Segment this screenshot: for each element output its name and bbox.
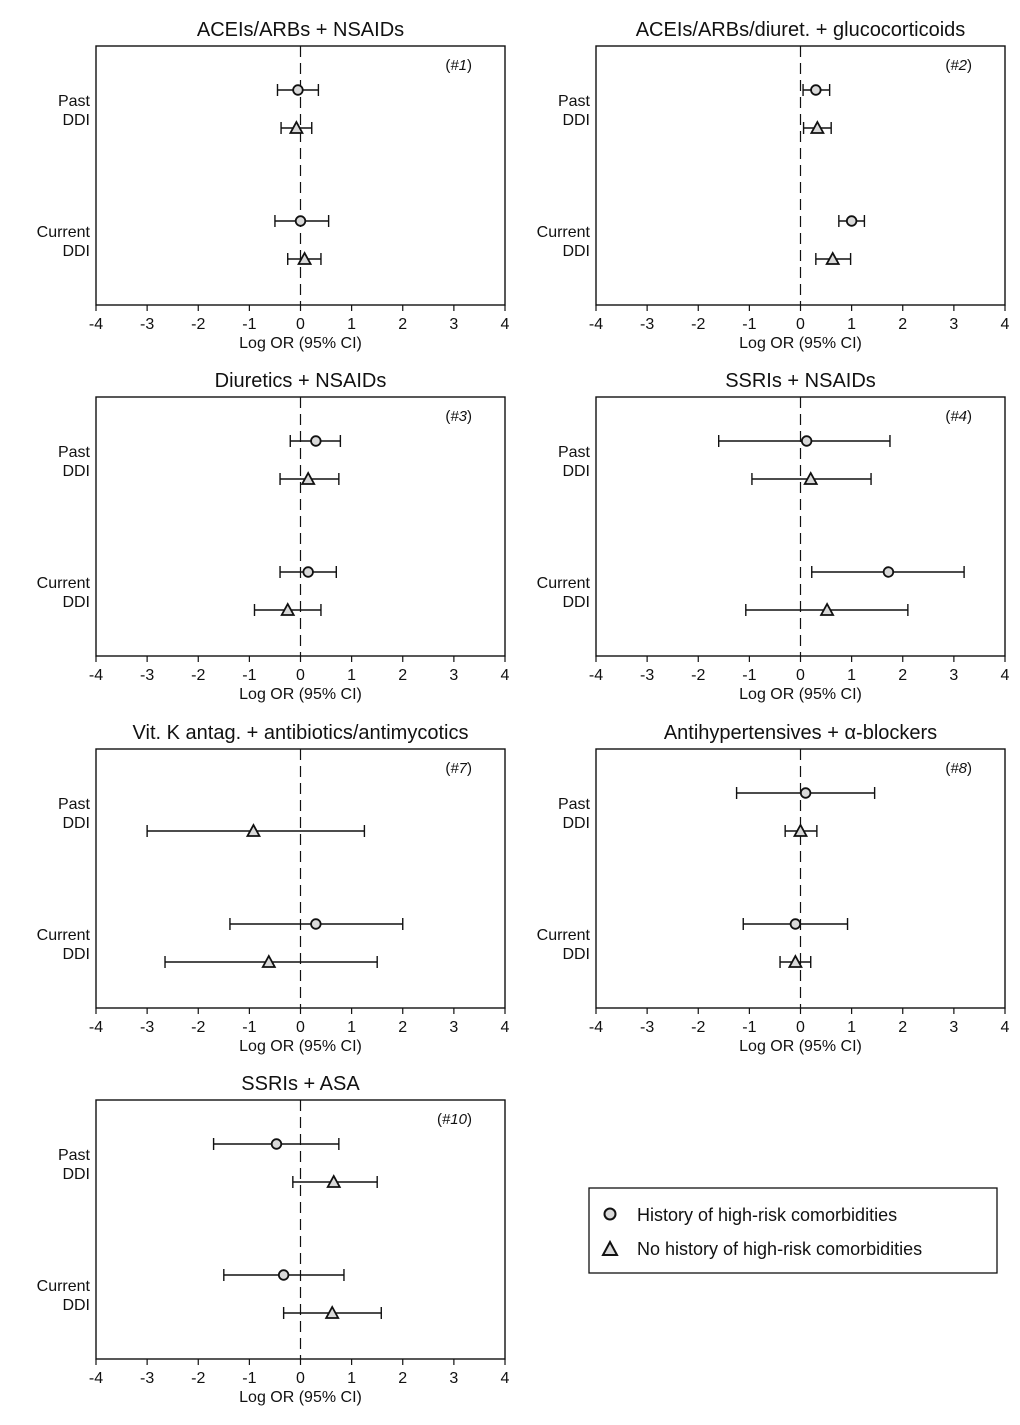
- x-tick-label: 0: [296, 1370, 305, 1387]
- panel-title: SSRIs + NSAIDs: [725, 370, 876, 392]
- point-circle: [303, 567, 313, 577]
- x-tick-label: 3: [949, 1019, 959, 1036]
- x-tick-label: 0: [296, 1019, 305, 1036]
- group-label-ddi: DDI: [62, 594, 90, 611]
- x-tick-label: 3: [449, 1370, 459, 1387]
- x-tick-label: 2: [898, 667, 908, 684]
- panel-label-text: #3: [450, 408, 467, 425]
- x-tick-label: -1: [242, 1019, 257, 1036]
- x-tick-label: 1: [847, 316, 857, 333]
- point-circle: [802, 436, 812, 446]
- group-label-ddi: DDI: [62, 815, 90, 832]
- x-tick-label: 2: [398, 316, 408, 333]
- x-tick-label: 4: [500, 1370, 510, 1387]
- x-tick-label: 3: [949, 316, 959, 333]
- panel-2: [537, 19, 1010, 352]
- panel-label-text: #4: [950, 408, 967, 425]
- x-axis-label: Log OR (95% CI): [239, 1389, 362, 1406]
- panel-label-text: #1: [450, 57, 467, 74]
- x-tick-label: 4: [1000, 667, 1010, 684]
- x-axis-label: Log OR (95% CI): [239, 686, 362, 703]
- panel-label-close: ): [467, 1111, 472, 1128]
- x-tick-label: -3: [140, 1370, 155, 1387]
- x-tick-label: 1: [347, 667, 357, 684]
- x-tick-label: 0: [796, 1019, 805, 1036]
- x-tick-label: 4: [500, 316, 510, 333]
- x-tick-label: 3: [449, 667, 459, 684]
- group-label-current: Current: [36, 575, 90, 592]
- legend-label-history: History of high-risk comorbidities: [637, 1205, 898, 1225]
- group-label-ddi: DDI: [562, 815, 590, 832]
- x-tick-label: -2: [691, 316, 706, 333]
- x-tick-label: -1: [742, 667, 757, 684]
- group-label-ddi: DDI: [562, 243, 590, 260]
- point-circle: [811, 85, 821, 95]
- group-label-ddi: DDI: [62, 1166, 90, 1183]
- x-tick-label: -4: [88, 1370, 104, 1387]
- panel-label-text: #8: [950, 760, 967, 777]
- x-tick-label: -1: [742, 316, 757, 333]
- x-tick-label: -4: [588, 1019, 604, 1036]
- legend-marker-circle: [605, 1209, 616, 1220]
- x-axis-label: Log OR (95% CI): [239, 1038, 362, 1055]
- x-axis-label: Log OR (95% CI): [239, 335, 362, 352]
- panel-label-close: ): [467, 408, 472, 425]
- x-axis-label: Log OR (95% CI): [739, 335, 862, 352]
- panel-title: Vit. K antag. + antibiotics/antimycotics: [132, 722, 469, 744]
- x-tick-label: -2: [191, 1019, 206, 1036]
- group-label-ddi: DDI: [562, 463, 590, 480]
- panel-label-open: (: [445, 760, 451, 777]
- x-tick-label: -4: [588, 316, 604, 333]
- x-tick-label: -3: [140, 316, 155, 333]
- point-circle: [311, 436, 321, 446]
- x-tick-label: 2: [898, 316, 908, 333]
- group-label-current: Current: [536, 224, 590, 241]
- point-circle: [847, 216, 857, 226]
- x-tick-label: -4: [88, 1019, 104, 1036]
- x-tick-label: 3: [449, 316, 459, 333]
- panel-label-open: (: [945, 408, 951, 425]
- x-axis-label: Log OR (95% CI): [739, 686, 862, 703]
- x-tick-label: -2: [191, 1370, 206, 1387]
- group-label-ddi: DDI: [562, 946, 590, 963]
- point-circle: [311, 919, 321, 929]
- x-tick-label: 1: [347, 316, 357, 333]
- x-tick-label: 1: [847, 667, 857, 684]
- x-tick-label: -2: [191, 667, 206, 684]
- x-tick-label: -2: [691, 667, 706, 684]
- point-circle: [272, 1139, 282, 1149]
- x-tick-label: -1: [742, 1019, 757, 1036]
- group-label-past: Past: [557, 93, 590, 110]
- x-tick-label: -4: [88, 667, 104, 684]
- legend: [589, 1188, 997, 1273]
- panel-title: ACEIs/ARBs/diuret. + glucocorticoids: [635, 19, 966, 41]
- point-circle: [296, 216, 306, 226]
- group-label-ddi: DDI: [62, 112, 90, 129]
- x-tick-label: 0: [296, 316, 305, 333]
- panel-label-open: (: [945, 57, 951, 74]
- x-tick-label: 1: [847, 1019, 857, 1036]
- x-tick-label: -3: [140, 667, 155, 684]
- panel-label-text: #2: [950, 57, 967, 74]
- panel-label-text: #7: [450, 760, 467, 777]
- x-tick-label: -3: [640, 667, 655, 684]
- panel-label: [945, 57, 972, 74]
- group-label-current: Current: [36, 927, 90, 944]
- x-tick-label: 3: [949, 667, 959, 684]
- x-tick-label: 2: [398, 1370, 408, 1387]
- x-tick-label: -1: [242, 1370, 257, 1387]
- panel-label-close: ): [467, 57, 472, 74]
- group-label-ddi: DDI: [562, 112, 590, 129]
- panel-6: [537, 722, 1010, 1055]
- panel-7: [37, 1073, 510, 1406]
- x-tick-label: -2: [191, 316, 206, 333]
- panel-label: [445, 57, 472, 74]
- x-tick-label: 0: [296, 667, 305, 684]
- panel-label-open: (: [445, 408, 451, 425]
- group-label-ddi: DDI: [62, 243, 90, 260]
- x-tick-label: -3: [640, 1019, 655, 1036]
- panel-label-close: ): [967, 760, 972, 777]
- x-tick-label: 1: [347, 1370, 357, 1387]
- panel-label: [945, 760, 972, 777]
- point-circle: [293, 85, 303, 95]
- x-tick-label: 4: [500, 1019, 510, 1036]
- group-label-current: Current: [36, 1278, 90, 1295]
- panel-5: [37, 722, 510, 1055]
- x-tick-label: -1: [242, 316, 257, 333]
- x-tick-label: -3: [140, 1019, 155, 1036]
- x-tick-label: 4: [1000, 1019, 1010, 1036]
- group-label-current: Current: [36, 224, 90, 241]
- panel-1: [37, 19, 510, 352]
- panel-label: [445, 760, 472, 777]
- panel-3: [37, 370, 510, 703]
- panel-label-close: ): [967, 57, 972, 74]
- panel-title: Diuretics + NSAIDs: [214, 370, 387, 392]
- x-tick-label: -4: [88, 316, 104, 333]
- panel-title: ACEIs/ARBs + NSAIDs: [196, 19, 405, 41]
- x-tick-label: 2: [398, 667, 408, 684]
- point-circle: [801, 788, 811, 798]
- group-label-current: Current: [536, 927, 590, 944]
- panel-label: [945, 408, 972, 425]
- panel-label-open: (: [445, 57, 451, 74]
- point-circle: [279, 1270, 289, 1280]
- legend-box: [589, 1188, 997, 1273]
- group-label-ddi: DDI: [62, 946, 90, 963]
- x-tick-label: 4: [1000, 316, 1010, 333]
- x-tick-label: -1: [242, 667, 257, 684]
- panel-label-open: (: [436, 1111, 442, 1128]
- x-tick-label: -2: [691, 1019, 706, 1036]
- legend-label-no-history: No history of high-risk comorbidities: [637, 1239, 923, 1259]
- x-tick-label: -4: [588, 667, 604, 684]
- x-tick-label: 2: [398, 1019, 408, 1036]
- group-label-past: Past: [57, 444, 90, 461]
- group-label-current: Current: [536, 575, 590, 592]
- panel-label-close: ): [467, 760, 472, 777]
- x-tick-label: 0: [796, 667, 805, 684]
- x-axis-label: Log OR (95% CI): [739, 1038, 862, 1055]
- group-label-past: Past: [557, 796, 590, 813]
- group-label-past: Past: [57, 93, 90, 110]
- group-label-ddi: DDI: [562, 594, 590, 611]
- x-tick-label: 3: [449, 1019, 459, 1036]
- panel-label: [445, 408, 472, 425]
- panel-4: [537, 370, 1010, 703]
- group-label-past: Past: [57, 796, 90, 813]
- panel-label-close: ): [967, 408, 972, 425]
- panel-label-open: (: [945, 760, 951, 777]
- group-label-ddi: DDI: [62, 1297, 90, 1314]
- group-label-past: Past: [57, 1147, 90, 1164]
- panel-label: [437, 1111, 472, 1128]
- panel-title: SSRIs + ASA: [241, 1073, 360, 1095]
- x-tick-label: 2: [898, 1019, 908, 1036]
- point-circle: [791, 919, 801, 929]
- point-circle: [884, 567, 894, 577]
- x-tick-label: -3: [640, 316, 655, 333]
- panel-title: Antihypertensives + α-blockers: [663, 722, 938, 744]
- x-tick-label: 1: [347, 1019, 357, 1036]
- panel-label-text: #10: [441, 1111, 467, 1128]
- group-label-ddi: DDI: [62, 463, 90, 480]
- x-tick-label: 4: [500, 667, 510, 684]
- group-label-past: Past: [557, 444, 590, 461]
- x-tick-label: 0: [796, 316, 805, 333]
